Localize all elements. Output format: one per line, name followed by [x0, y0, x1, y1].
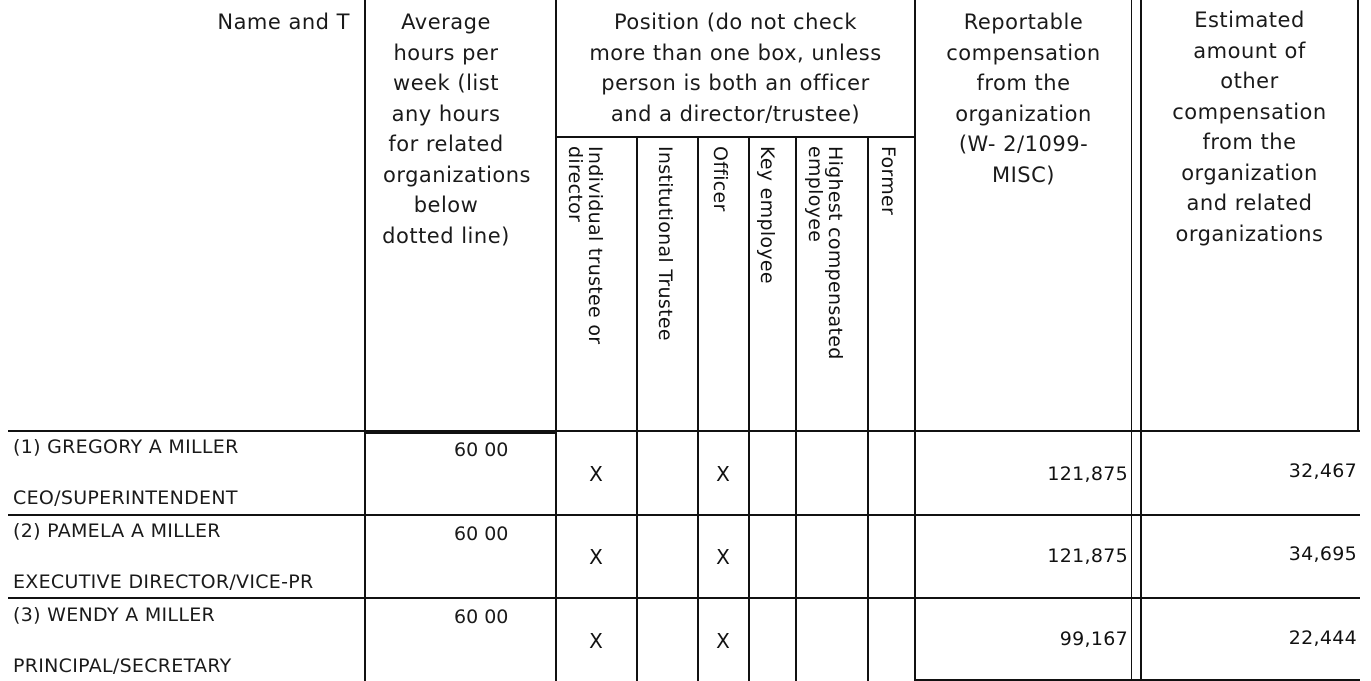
row-3-name: (3) WENDY A MILLER	[13, 604, 216, 626]
row-2-other: 34,695	[1288, 543, 1357, 565]
row-1-other: 32,467	[1288, 460, 1357, 482]
officer-label: Officer	[709, 146, 731, 212]
column-f-header	[1142, 5, 1357, 249]
row-2-individual-mark: X	[589, 545, 603, 569]
grid-line	[697, 137, 699, 681]
row-3-reportable: 99,167	[1059, 628, 1128, 650]
column-b-header	[366, 7, 555, 251]
column-c-line: and a director/trustee)	[610, 101, 861, 126]
grid-line	[8, 430, 1360, 432]
column-b-line: below	[413, 193, 479, 217]
column-f-line: organizations	[1175, 221, 1324, 246]
row-3-hours: 60 00	[454, 606, 509, 628]
row-2-reportable: 121,875	[1047, 545, 1128, 567]
row-1-title: CEO/SUPERINTENDENT	[13, 487, 238, 509]
row-2-officer-mark: X	[716, 545, 730, 569]
grid-line	[867, 137, 869, 681]
column-b-line: any hours	[391, 101, 501, 126]
column-a-header: Name and T	[217, 10, 350, 34]
column-b-line: week (list	[393, 71, 499, 95]
key-employee-label: Key employee	[756, 146, 778, 284]
former-label: Former	[877, 146, 899, 216]
row-3-other: 22,444	[1288, 627, 1357, 649]
row-3-individual-mark: X	[589, 629, 603, 653]
grid-line	[636, 137, 638, 681]
column-d-line: MISC)	[992, 162, 1055, 187]
row-2-title: EXECUTIVE DIRECTOR/VICE-PR	[13, 571, 314, 593]
column-c-line: more than one box, unless	[589, 40, 882, 65]
row-2-name: (2) PAMELA A MILLER	[13, 520, 221, 542]
grid-line	[795, 137, 797, 681]
column-c-line: Position (do not check	[613, 10, 858, 34]
grid-line	[1357, 0, 1359, 430]
grid-line	[1131, 0, 1132, 681]
column-b-line: dotted line)	[382, 223, 510, 248]
row-1-individual-mark: X	[589, 462, 603, 486]
row-2-hours: 60 00	[454, 523, 509, 545]
grid-line	[364, 430, 557, 434]
column-b-line: hours per	[393, 40, 499, 65]
column-d-header	[916, 7, 1131, 190]
column-d-line: (W- 2/1099-	[958, 132, 1089, 156]
column-f-line: amount of	[1193, 38, 1306, 63]
column-d-line: from the	[976, 71, 1071, 95]
row-1-name: (1) GREGORY A MILLER	[13, 436, 239, 458]
individual-trustee-label: Individual trustee or director	[564, 146, 606, 345]
column-f-line: compensation	[1172, 99, 1327, 124]
column-b-line: Average	[401, 10, 491, 34]
row-1-hours: 60 00	[454, 439, 509, 461]
grid-line	[8, 597, 1360, 599]
column-b-line: organizations	[382, 162, 531, 187]
column-d-line: compensation	[946, 40, 1101, 65]
column-d-line: Reportable	[963, 10, 1084, 34]
grid-line	[555, 136, 916, 138]
column-c-line: person is both an officer	[601, 71, 870, 95]
institutional-trustee-label: Institutional Trustee	[654, 146, 676, 341]
row-3-title: PRINCIPAL/SECRETARY	[13, 655, 232, 677]
column-d-line: organization	[955, 101, 1092, 126]
row-1-officer-mark: X	[716, 462, 730, 486]
highest-compensated-label: Highest compensated employee	[804, 146, 846, 360]
row-1-reportable: 121,875	[1047, 463, 1128, 485]
grid-line	[8, 514, 1360, 516]
column-f-line: organization	[1181, 160, 1318, 185]
column-b-line: for related	[388, 132, 504, 156]
column-f-line: other	[1220, 69, 1279, 93]
column-f-line: from the	[1202, 130, 1297, 154]
row-3-officer-mark: X	[716, 629, 730, 653]
column-f-line: Estimated	[1194, 8, 1305, 32]
column-f-line: and related	[1186, 191, 1313, 215]
grid-line	[748, 137, 750, 681]
column-c-header	[557, 7, 914, 129]
